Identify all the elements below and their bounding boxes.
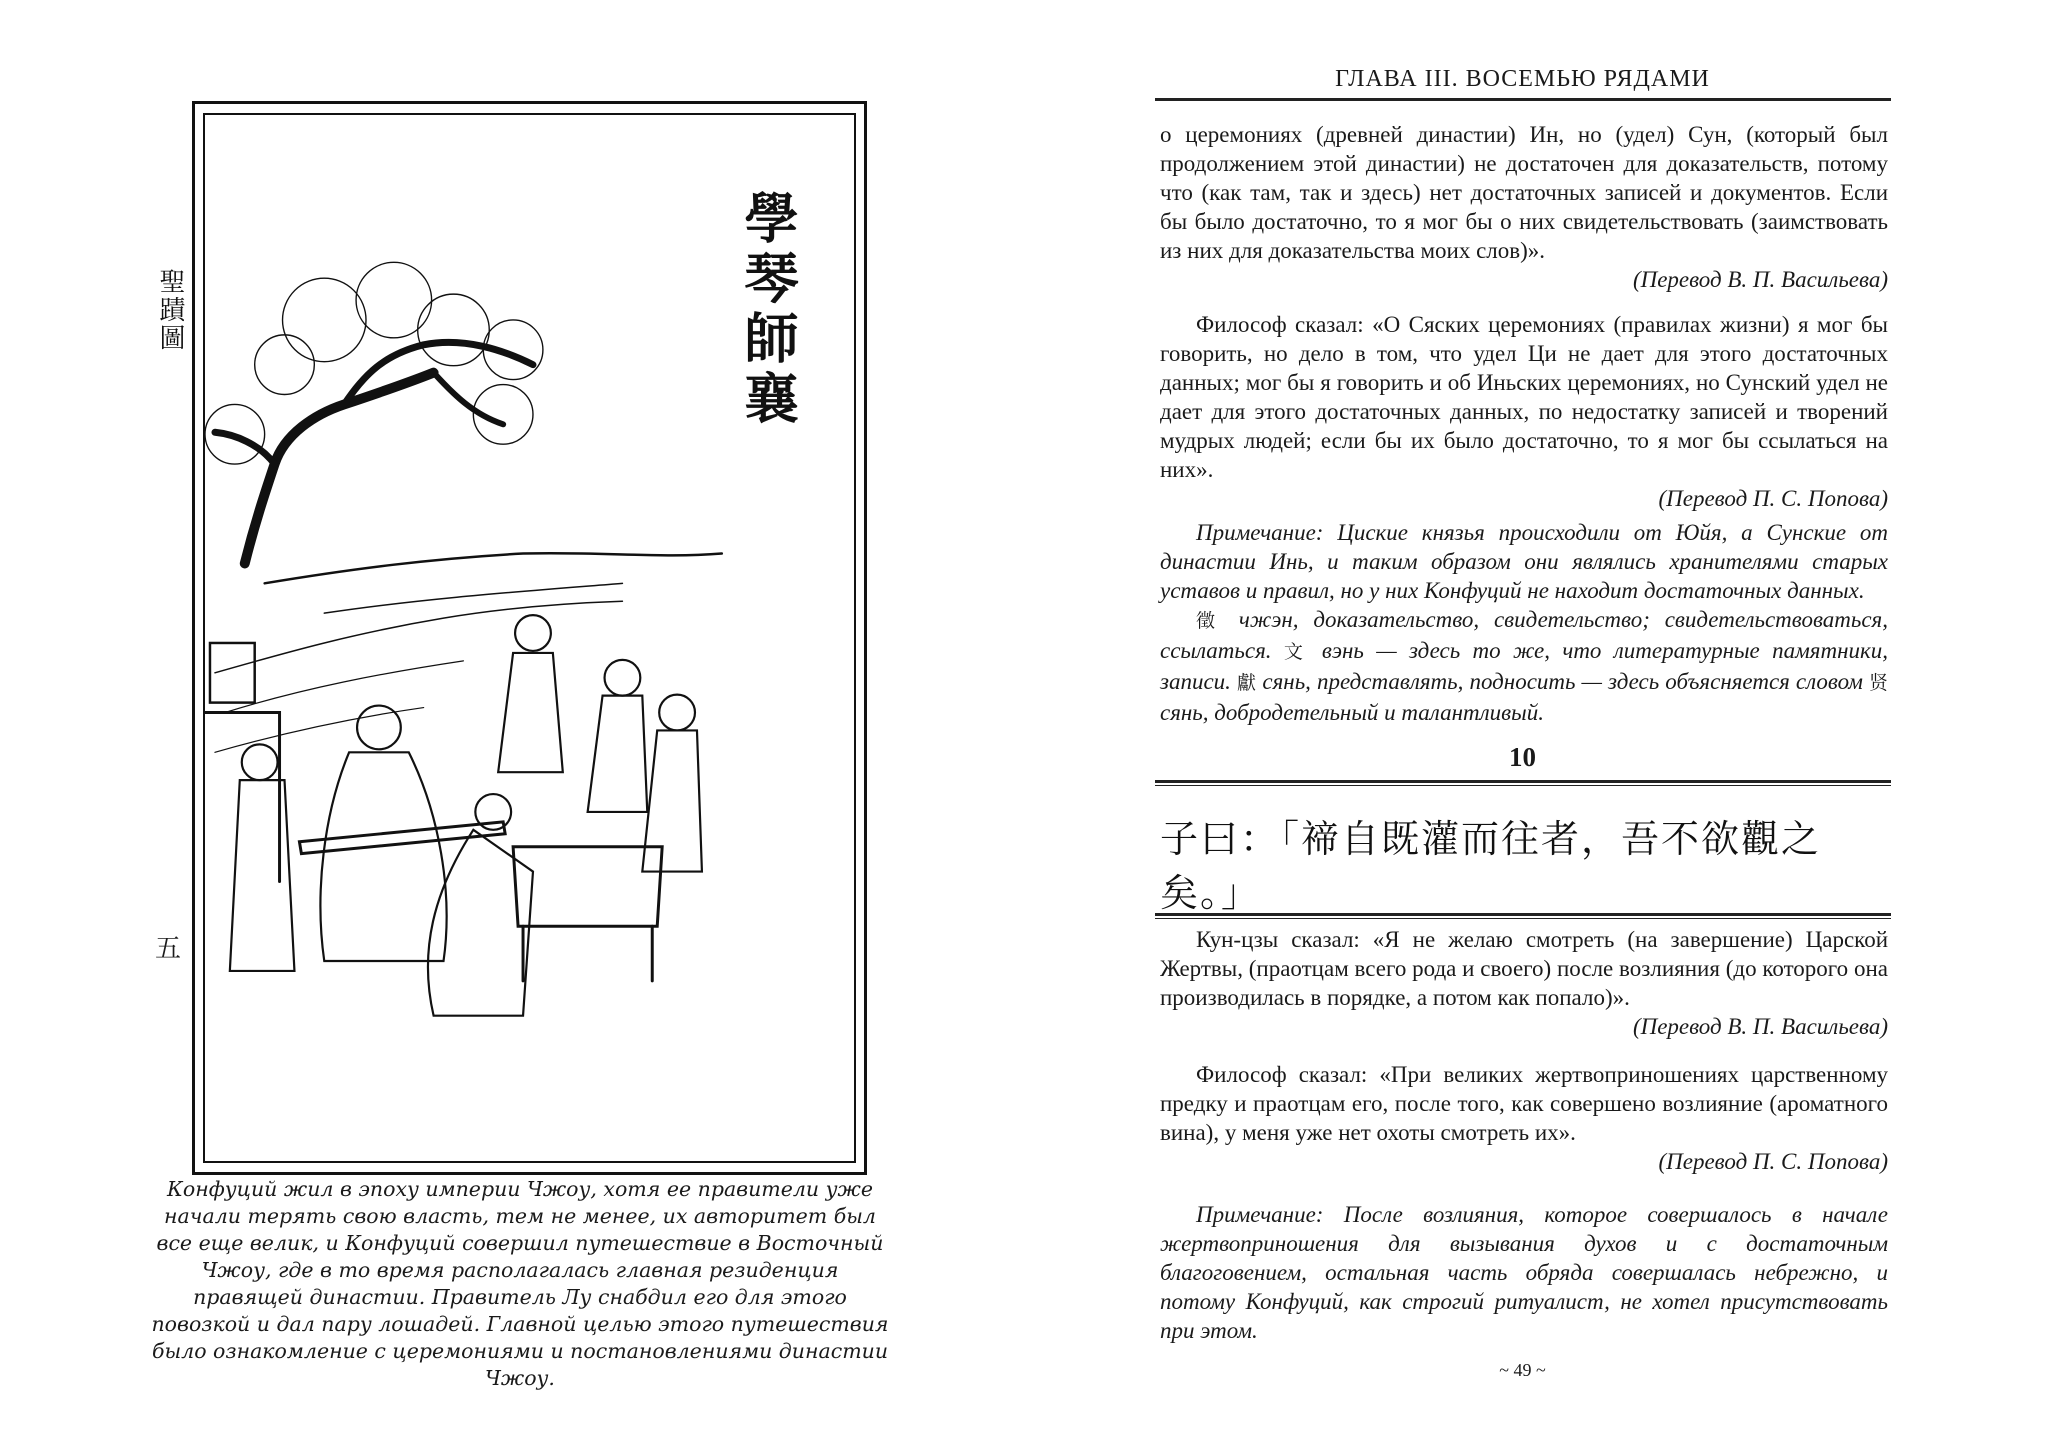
page-number: ~ 49 ~ (1499, 1360, 1546, 1380)
gloss-text: сянь, представлять, подносить — здесь объясняется словом (1256, 669, 1869, 694)
chinese-original-text: 子曰：「禘自既灌而往者，吾不欲觀之矣。」 (1160, 817, 1822, 915)
side-label: 聖蹟圖 (155, 268, 185, 352)
hanzi-glyph: 文 (1283, 641, 1310, 663)
translation-text: Философ сказал: «При великих жертвоприношениях царственному предку и праотцам его, после того, как совершено возлияние (ароматного вина), у меня уже нет охоты смотреть их». (1160, 1062, 1888, 1145)
side-number: 五 (155, 934, 182, 964)
note-text: Примечание: Циские князья происходили от Юйя, а Сунские от династии Инь, и таким образом они являлись хранителями старых уставов и правил, но у них Конфуций не находит достаточных данных. (1160, 520, 1888, 603)
translation-text: о церемониях (древней династии) Ин, но (удел) Сун, (который был продолжением этой династии) не достаточен для доказательств, потому что (как там, так и здесь) нет достаточных записей и документов. Если бы было достаточно, то я мог бы о них свидетельствовать (заимствовать из них для доказательства моих слов)». (1160, 122, 1888, 263)
translation-attribution: (Перевод П. С. Попова) (1658, 1149, 1888, 1174)
translation-attribution: (Перевод В. П. Васильева) (1632, 1014, 1888, 1039)
gloss-text: чжэн, доказательство, свидетельство; свидетельствоваться, ссылаться. (1160, 607, 1888, 663)
hanzi-glyph: 徵 (1196, 610, 1225, 632)
illustration-caption: Конфуций жил в эпоху империи Чжоу, хотя ее правители уже начали терять свою власть, тем не менее, их авторитет был все еще велик, и Конфуций совершил путешествие в Восточный Чжоу, где в то время располагалась главная резиденция правящей династии. Правитель Лу снабдил его для этого повозкой и дал пару лошадей. Главной целью этого путешествия было ознакомление с церемониями и постановлениями династии Чжоу. (151, 1177, 889, 1390)
hanzi-glyph: 贤 (1868, 672, 1888, 694)
translation-block-3 (1160, 925, 1888, 1041)
translation-attribution: (Перевод В. П. Васильева) (1632, 267, 1888, 292)
translation-text: Кун-цзы сказал: «Я не желаю смотреть (на завершение) Царской Жертвы, (праотцам всего рода и своего) после возлияния (до которого она производилась в порядке, а потом как попало)». (1160, 927, 1888, 1010)
hanzi-glyph: 獻 (1237, 672, 1257, 694)
gloss-text: сянь, добродетельный и талантливый. (1160, 700, 1544, 725)
gloss-text: вэнь — здесь то же, что литературные памятники, записи. (1160, 638, 1889, 694)
header-rule (1155, 98, 1891, 101)
translation-text: Философ сказал: «О Сяских церемониях (правилах жизни) я мог бы говорить, но дело в том, что удел Ци не дает для этого достаточных данных; мог бы я говорить и об Иньских церемониях, но Сунский удел не дает для этого достаточных данных, по недостатку записей и творений мудрых людей; если бы их было достаточно, то я мог бы ссылаться на них». (1160, 312, 1888, 482)
translation-block-1 (1160, 120, 1888, 294)
study-table (513, 847, 662, 927)
translation-attribution: (Перевод П. С. Попова) (1658, 486, 1888, 511)
section-rule-bottom (1155, 913, 1891, 919)
running-head: ГЛАВА III. ВОСЕМЬЮ РЯДАМИ (1335, 66, 1710, 92)
translation-block-2 (1160, 310, 1888, 513)
zither (299, 822, 505, 854)
section-rule-top (1155, 780, 1891, 786)
section-number: 10 (1509, 742, 1536, 772)
commentary-note-1 (1160, 518, 1888, 727)
note-glossary (1160, 605, 1888, 727)
plate-title: 學琴師襄 (736, 190, 800, 430)
seated-figures (230, 615, 702, 1016)
horizon-line (265, 553, 722, 583)
pine-trunk (245, 373, 434, 564)
note-text: Примечание: После возлияния, которое совершалось в начале жертвоприношения для вызывания духов и с достаточным благоговением, остальная часть обряда совершалась небрежно, и потому Конфуций, как строгий ритуалист, не хотел присутствовать при этом. (1160, 1202, 1888, 1343)
translation-block-4 (1160, 1060, 1888, 1176)
commentary-note-2 (1160, 1200, 1888, 1345)
